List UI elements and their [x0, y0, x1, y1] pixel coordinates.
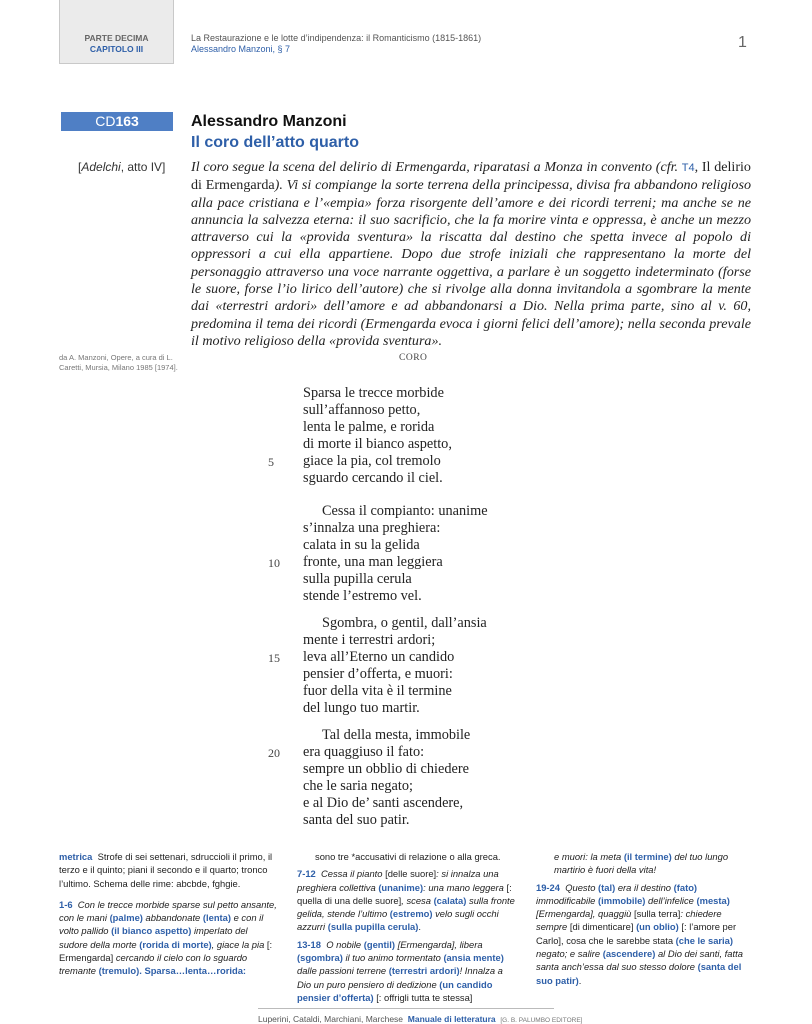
poem-line: sguardo cercando il ciel. [303, 469, 443, 486]
poem-line: pensier d’offerta, e muori: [303, 665, 453, 682]
cd-prefix: CD [95, 113, 116, 129]
cd-number: 163 [115, 113, 139, 129]
poem-line: sulla pupilla cerula [303, 570, 412, 587]
page-number: 1 [738, 34, 747, 51]
intro-paragraph: Il coro segue la scena del delirio di Ermengarda, riparatasi a Monza in convento (cfr. T4, Il delirio di Ermengarda). Vi si compiange la sorte terrena della principessa, divisa fra abbandono religioso alla pace cristiana e l’«empia» forza risorgente dell’amore e dei ricordi terreni; ma anche se ne annuncia la salvezza eterna: il suo sacrificio, che la fa morire vinta e oppressa, è anche un mezzo attraverso cui la «provida sventura» la riscatta dal destino che spetta invece al popolo di oppressori a cui ella appartiene. Dopo due strofe iniziali che rappresentano la morte del personaggio attraverso una voce narrante oggettiva, a parlare è un soggetto indeterminato (forse le suore, forse l’io lirico dell’autore) che si rivolge alla donna invitandola a sgombrare la mente dai «terrestri ardori» dell’amore e ad abbandonarsi a Dio. Nella prima parte, sino al v. 60, predomina il tema dei ricordi (Ermengarda evoca i giorni felici dell’amore); nella seconda prevale il motivo religioso della «provida sventura». [191, 159, 751, 349]
poem-line: Sgombra, o gentil, dall’ansia [322, 615, 487, 631]
line-number: 5 [268, 454, 274, 469]
poem-line: leva all’Eterno un candido [303, 648, 455, 665]
text-reference-link[interactable]: T4 [681, 162, 695, 174]
poem-line: era quaggiuso il fato: [303, 743, 425, 760]
footer-book: Manuale di letteratura [407, 1014, 496, 1024]
note-13-18: 13-18 O nobile (gentil) [Ermengarda], libera (sgombra) il tuo animo tormentato (ansia mente) dalle passioni terrene (terrestri ardori)! Innalza a Dio un puro pensiero di dedizione (un candido pensier d’offerta) [: offrigli tutta te stessa] [297, 938, 504, 1003]
footer [258, 1014, 583, 1024]
poem-line: del lungo tuo martir. [303, 699, 420, 716]
running-subtitle: Alessandro Manzoni, § 7 [191, 44, 291, 54]
poem-line: Sparsa le trecce morbide [303, 385, 444, 401]
part-label: PARTE DECIMA [84, 33, 149, 43]
notes-column-1 [59, 850, 278, 982]
note-7-12: 7-12 Cessa il pianto [delle suore]: si innalza una preghiera collettiva (unanime): una mano leggera [: quella di una delle suore], scesa (calata) sulla fronte gelida, stende l’ultimo (estremo) velo sugli occhi azzurri (sulla pupilla cerula). [297, 868, 515, 933]
poem-line: fronte, una man leggiera [303, 553, 443, 570]
notes-column-3 [536, 850, 754, 991]
edition-note: da A. Manzoni, Opere, a cura di L. Caretti, Mursia, Milano 1985 [1974]. [59, 353, 178, 372]
note-metrica: metrica Strofe di sei settenari, sdruccioli il primo, il terzo e il quinto; piani il secondo e il quarto; tronco l’ultimo. Schema delle rime: abcbde, fghgie. [59, 851, 273, 889]
line-number: 20 [268, 745, 280, 760]
poem-heading: CORO [399, 353, 428, 363]
poem-line: lenta le palme, e rorida [303, 418, 435, 435]
poem-line: fuor della vita è il termine [303, 682, 452, 699]
header-chapter-box [59, 0, 174, 64]
page-title: Il coro dell’atto quarto [191, 134, 360, 151]
note-1-6-cont: sono tre *accusativi di relazione o alla greca. [315, 851, 501, 862]
poem-line: che le saria negato; [303, 777, 413, 794]
poem-line: santa del suo patir. [303, 811, 410, 828]
poem-line: giace la pia, col tremolo [303, 452, 441, 469]
footer-authors: Luperini, Cataldi, Marchiani, Marchese [258, 1014, 404, 1024]
poem-line: e al Dio de’ santi ascendere, [303, 794, 464, 811]
poem-line: sull’affannoso petto, [303, 401, 421, 418]
poem-line: s’innalza una preghiera: [303, 519, 441, 536]
line-number: 10 [268, 555, 280, 570]
poem-line: calata in su la gelida [303, 536, 420, 553]
poem-line: stende l’estremo vel. [303, 587, 422, 604]
poem-line: sempre un obblio di chiedere [303, 760, 469, 777]
line-number: 15 [268, 650, 280, 665]
poem-line: mente i terrestri ardori; [303, 631, 436, 648]
note-19-24: 19-24 Questo (tal) era il destino (fato) immodificabile (immobile) dell’infelice (mesta) [Ermengarda], quaggiù [sulla terra]: chiedere sempre [di dimenticare] (un oblio) [: l’amore per Carlo], cosa che le sarebbe stata (che le saria) negato; e salire (ascendere) al Dio dei santi, fatta santa anch’essa dal suo stesso dolore (santa del suo patir). [536, 881, 743, 986]
poem-line: di morte il bianco aspetto, [303, 435, 452, 452]
poem-line: Tal della mesta, immobile [322, 727, 471, 743]
source-reference: [Adelchi, atto IV] [78, 160, 166, 174]
footer-publisher: [G. B. PALUMBO EDITORE] [500, 1017, 583, 1024]
footer-rule [258, 1008, 554, 1009]
running-title: La Restaurazione e le lotte d’indipendenza: il Romanticismo (1815-1861) [191, 33, 482, 43]
author-name: Alessandro Manzoni [191, 113, 347, 130]
notes-column-2 [297, 850, 517, 1008]
note-13-18-cont: e muori: la meta (il termine) del tuo lungo martirio è fuori della vita! [554, 851, 729, 876]
chapter-label: CAPITOLO III [89, 44, 144, 54]
cd-tag [61, 112, 173, 131]
note-1-6: 1-6 Con le trecce morbide sparse sul petto ansante, con le mani (palme) abbandonate (lenta) e con il volto pallido (il bianco aspetto) imperlato del sudore della morte (rorida di morte), giace la pia [: Ermengarda] cercando il cielo con lo sguardo tremante (tremulo). Sparsa…lenta…rorida: [59, 898, 277, 977]
poem-line: Cessa il compianto: unanime [322, 503, 488, 519]
